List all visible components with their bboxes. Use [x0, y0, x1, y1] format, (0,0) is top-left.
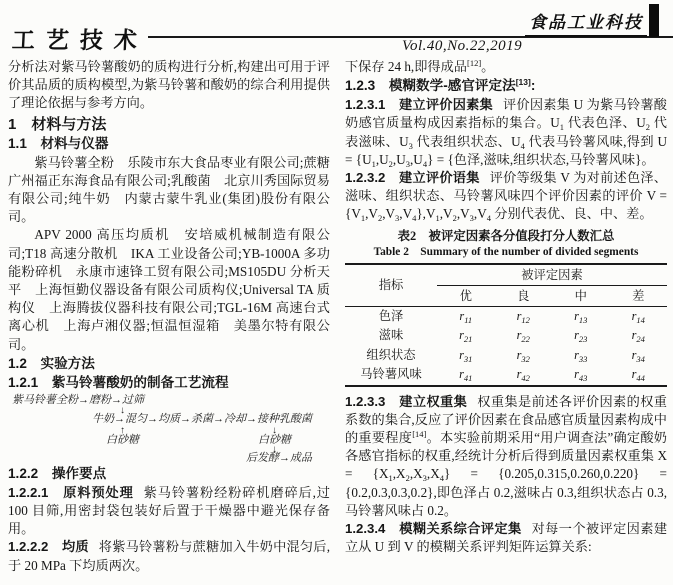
paragraph-1-2-3-1-text: 评价因素集 U 为紫马铃薯酸奶感官质量构成因素指标的集合。$U_1$ 代表色泽、$U_2$ 代表滋味、$U_3$ 代表组织状态、$U_4$ 代表马铃薯风味,得到 $U = \{U_1,U_2,U_3,U_4\}$ = {色泽,滋味,组织状态,马铃薯风味}。	[345, 97, 667, 169]
paragraph-1-2-2-1	[8, 484, 330, 539]
flow-up-arrow-icon: ↑	[120, 424, 125, 436]
paragraph-1-2-3-1	[345, 96, 667, 169]
two-column-body	[8, 58, 667, 575]
table-cell: $r_{14}$	[631, 308, 645, 325]
paragraph-1-2-3-4-text: 对每一个被评定因素建立从 U 到 V 的模糊关系评判矩阵运算关系:	[345, 521, 668, 555]
table-cell: $r_{22}$	[516, 328, 530, 345]
table-cell: $r_{42}$	[516, 367, 530, 384]
flow-step-main-line: 牛奶→混匀→均质→杀菌→冷却→接种乳酸菌	[92, 412, 312, 425]
runin-heading-grade-set: 1.2.3.2 建立评价语集	[345, 170, 480, 186]
process-flow-diagram	[8, 395, 330, 463]
table-2-block	[345, 228, 667, 387]
heading-1-2-2-key-points: 1.2.2 操作要点	[8, 465, 107, 481]
instruments-paragraph: APV 2000 高压均质机 安培威机械制造有限公司;T18 高速分散机 IKA 工业设备公司;YB-1000A 多功能粉碎机 永康市速锋工贸有限公司;MS105DU 分析天平 上海恒勤仪器设备有限公司质构仪;Universal TA 质构仪 上海腾拔仪器科技有限公司;TGL-16M 高速台式离心机 上海卢湘仪器;恒温恒湿箱 美墨尔特有限公司。	[8, 227, 330, 352]
row-label: 马铃薯风味	[360, 367, 422, 382]
table-cell: $r_{21}$	[459, 328, 473, 345]
heading-1-2-3-fuzzy-math: 1.2.3 模糊数学-感官评定法[13]:	[345, 77, 536, 94]
materials-paragraph: 紫马铃薯全粉 乐陵市东大食品枣业有限公司;蔗糖 广州福正东海食品有限公司;乳酸菌 北京川秀国际贸易有限公司;纯牛奶 内蒙古蒙牛乳业(集团)股份有限公司。	[8, 154, 344, 225]
table-row-potato-flavor	[345, 365, 667, 386]
right-column	[345, 58, 667, 575]
grade-header-excellent: 优	[437, 285, 495, 306]
table-cell: $r_{12}$	[516, 308, 530, 325]
table-caption-en: Table 2 Summary of the number of divided segments	[373, 245, 639, 258]
paragraph-1-2-2-2-text: 将紫马铃薯粉与蔗糖加入牛奶中混匀后,于 20 MPa 下均质两次。	[8, 539, 330, 573]
flow-down-arrow-icon: ↓	[272, 424, 277, 436]
table-cell: $r_{41}$	[459, 367, 473, 384]
flow-down-arrow-icon: ↓	[272, 443, 277, 455]
table-cell: $r_{13}$	[574, 308, 588, 325]
table-corner-header: 指标	[345, 264, 437, 307]
journal-logo-bar	[649, 4, 659, 37]
flow-step-final-product: 后发酵→成品	[246, 451, 312, 464]
flow-down-arrow-icon: ↓	[120, 404, 125, 416]
row-label: 色泽	[378, 308, 404, 323]
table-row-taste	[345, 326, 667, 346]
table-caption-zh: 表2 被评定因素各分值段打分人数汇总	[397, 228, 615, 243]
left-column	[8, 58, 344, 575]
flow-sugar-left-label: 白砂糖	[106, 433, 139, 446]
heading-1-1-materials-instruments: 1.1 材料与仪器	[8, 135, 109, 151]
row-label: 滋味	[378, 328, 404, 343]
heading-1-2-methods: 1.2 实验方法	[8, 355, 95, 371]
table-cell: $r_{31}$	[459, 347, 473, 364]
paragraph-1-2-3-3-text: 权重集是前述各评价因素的权重系数的集合,反应了评价因素在食品感官质量因素构成中的重要程度[14]。本实验前期采用“用户调查法”确定酸奶各感官指标的权重,经统计分析后得到质量因素权重集 $X = \{X_1,X_2,X_3,X_4\} = \{0.205,0.315,0.260,0.220\} = \{0.2,0.3,0.3,0.2\}$,即色泽占 0.2,滋味占 0.3,组织状态占 0.3,马铃薯风味占 0.2。	[345, 393, 667, 518]
intro-continuation-paragraph: 分析法对紫马铃薯酸奶的质构进行分析,构建出可用于评价其品质的质构模型,为紫马铃薯和酸奶的综合利用提供了理论依据与参考方向。	[8, 59, 330, 111]
runin-heading-homogenization: 1.2.2.2 均质	[8, 539, 89, 555]
heading-1-2-1-process-flow: 1.2.1 紫马铃薯酸奶的制备工艺流程	[8, 374, 229, 390]
paragraph-1-2-2-2	[8, 538, 330, 574]
paragraph-1-2-3-2	[345, 169, 667, 224]
paragraph-1-2-2-1-text: 紫马铃薯粉经粉碎机磨碎后,过 100 目筛,用密封袋包装好后置于干燥器中避光保存备用。	[8, 484, 330, 537]
table-cell: $r_{24}$	[631, 328, 645, 345]
heading-1-materials-methods: 1 材料与方法	[8, 115, 107, 133]
paragraph-1-2-3-3	[345, 393, 667, 520]
table-cell: $r_{43}$	[574, 367, 588, 384]
flow-sugar-right-label: 白砂糖	[258, 433, 291, 446]
grade-header-medium: 中	[552, 285, 610, 306]
table-row-color	[345, 306, 667, 326]
flow-step-milling: 紫马铃薯全粉→磨粉→过筛	[12, 393, 144, 406]
journal-logo-text: 食品工业科技	[525, 8, 647, 37]
continuation-paragraph: 下保存 24 h,即得成品[12]。	[345, 58, 495, 74]
section-banner: 工艺技术	[11, 27, 149, 54]
table-cell: $r_{32}$	[516, 347, 530, 364]
runin-heading-fuzzy-relation-set: 1.2.3.4 模糊关系综合评定集	[345, 521, 522, 537]
row-label: 组织状态	[366, 347, 416, 362]
runin-heading-factor-set: 1.2.3.1 建立评价因素集	[345, 97, 493, 113]
volume-issue: Vol.40,No.22,2019	[402, 38, 523, 54]
journal-logo	[525, 4, 659, 36]
runin-heading-raw-material: 1.2.2.1 原料预处理	[8, 484, 134, 500]
table-cell: $r_{34}$	[631, 347, 645, 364]
grade-header-good: 良	[495, 285, 553, 306]
table-cell: $r_{44}$	[631, 367, 645, 384]
paragraph-1-2-3-4	[345, 520, 667, 556]
table-cell: $r_{23}$	[574, 328, 588, 345]
summary-table	[345, 263, 667, 387]
runin-heading-weight-set: 1.2.3.3 建立权重集	[345, 393, 468, 409]
table-cell: $r_{33}$	[574, 347, 588, 364]
table-row-texture	[345, 346, 667, 366]
paragraph-1-2-3-2-text: 评价等级集 V 为对前述色泽、滋味、组织状态、马铃薯风味四个评价因素的评价 $V = \{V_1,V_2,V_3,V_4\},V_1,V_2,V_3,V_4$ 分别代表优、良、中、差。	[345, 170, 667, 224]
grade-header-poor: 差	[610, 285, 668, 306]
table-cell: $r_{11}$	[459, 308, 473, 325]
table-group-header: 被评定因素	[437, 264, 667, 286]
